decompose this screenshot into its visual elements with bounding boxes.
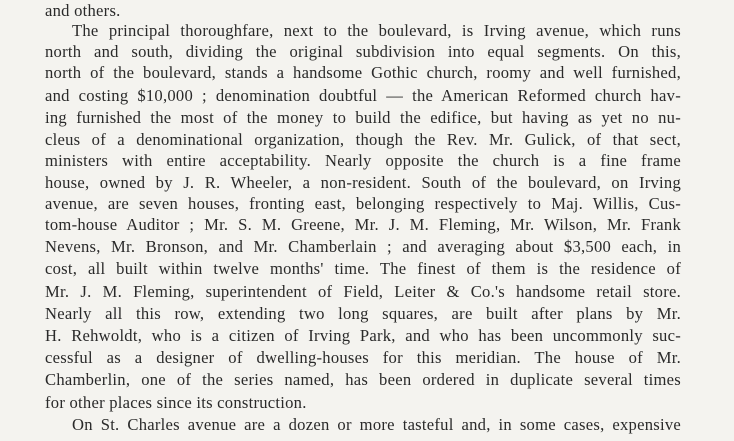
text-line: The principal thoroughfare, next to the boulevard, is Irving avenue, which runs (72, 21, 681, 40)
text-line: for other places since its construction. (45, 393, 307, 412)
text-line: cost, all built within twelve months' time. The finest of them is the residence of (45, 259, 681, 278)
text-line: On St. Charles avenue are a dozen or more tasteful and, in some cases, expensive (72, 415, 681, 434)
text-line: avenue, are seven houses, fronting east, belonging respectively to Maj. Willis, Cus- (45, 194, 681, 213)
text-line: Chamberlin, one of the series named, has been ordered in duplicate several times (45, 370, 681, 389)
text-line: tom-house Auditor ; Mr. S. M. Greene, Mr. J. M. Fleming, Mr. Wilson, Mr. Frank (45, 215, 681, 234)
text-line: cessful as a designer of dwelling-houses for this meridian. The house of Mr. (45, 348, 681, 367)
text-line: H. Rehwoldt, who is a citizen of Irving Park, and who has been uncommonly suc- (45, 326, 681, 345)
text-line: north of the boulevard, stands a handsome Gothic church, roomy and well furnished, (45, 63, 681, 82)
text-line: cleus of a denominational organization, though the Rev. Mr. Gulick, of that sect, (45, 130, 681, 149)
text-line: ing furnished the most of the money to build the edifice, but having as yet no nu- (45, 108, 681, 127)
text-line: ministers with entire acceptability. Nearly opposite the church is a fine frame (45, 151, 681, 170)
text-line: house, owned by J. R. Wheeler, a non-resident. South of the boulevard, on Irving (45, 173, 681, 192)
text-line: Mr. J. M. Fleming, superintendent of Field, Leiter & Co.'s handsome retail store. (45, 282, 681, 301)
text-line: Nevens, Mr. Bronson, and Mr. Chamberlain ; and averaging about $3,500 each, in (45, 237, 681, 256)
text-line: and others. (45, 1, 121, 20)
text-line: north and south, dividing the original subdivision into equal segments. On this, (45, 42, 681, 61)
text-line: Nearly all this row, extending two long squares, are built after plans by Mr. (45, 304, 681, 323)
text-line: and costing $10,000 ; denomination doubtful — the American Reformed church hav- (45, 86, 681, 105)
